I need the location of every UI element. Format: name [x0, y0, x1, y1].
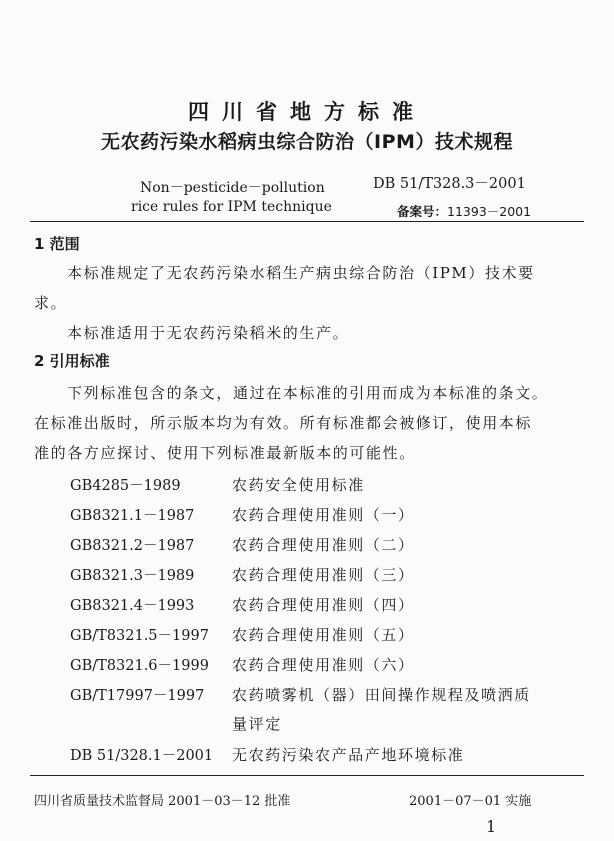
scope-paragraph-1-line-1: 本标准规定了无农药污染水稻生产病虫综合防治（IPM）技术要 — [67, 264, 535, 282]
record-number: 11393－2001 — [447, 204, 532, 219]
reference-name: 农药合理使用准则（四） — [232, 596, 415, 614]
section-heading-scope: 1 范围 — [34, 235, 80, 253]
reference-name: 无农药污染农产品产地环境标准 — [232, 746, 465, 764]
reference-code: GB/T8321.5－1997 — [70, 628, 209, 644]
record-label: 备案号： — [397, 204, 448, 219]
references-paragraph-line-3: 准的各方应探讨、使用下列标准最新版本的可能性。 — [34, 444, 416, 462]
reference-code: GB4285－1989 — [70, 478, 181, 494]
scope-paragraph-1-line-2: 求。 — [34, 294, 68, 312]
reference-code: DB 51/328.1－2001 — [70, 748, 214, 764]
reference-name: 农药喷雾机（器）田间操作规程及喷洒质 — [232, 686, 531, 704]
reference-name: 农药安全使用标准 — [232, 476, 365, 494]
standard-number: DB 51/T328.3－2001 — [373, 176, 526, 192]
reference-code: GB8321.3－1989 — [70, 568, 195, 584]
footer-divider — [30, 775, 584, 776]
approval-line: 四川省质量技术监督局 2001－03－12 批准 — [34, 794, 291, 809]
scope-paragraph-2: 本标准适用于无农药污染稻米的生产。 — [67, 324, 350, 342]
reference-name: 农药合理使用准则（二） — [232, 536, 415, 554]
reference-name-continuation: 量评定 — [232, 715, 282, 733]
reference-code: GB/T8321.6－1999 — [70, 658, 209, 674]
section-heading-references: 2 引用标准 — [34, 352, 110, 370]
reference-code: GB8321.1－1987 — [70, 508, 195, 524]
english-title-line-1: Non－pesticide－pollution — [140, 180, 325, 196]
reference-name: 农药合理使用准则（一） — [232, 506, 415, 524]
header-divider — [30, 221, 584, 222]
document-title: 无农药污染水稻病虫综合防治（IPM）技术规程 — [101, 131, 513, 153]
reference-name: 农药合理使用准则（六） — [232, 656, 415, 674]
reference-code: GB8321.4－1993 — [70, 598, 195, 614]
reference-code: GB8321.2－1987 — [70, 538, 195, 554]
reference-code: GB/T17997－1997 — [70, 688, 205, 704]
references-paragraph-line-1: 下列标准包含的条文，通过在本标准的引用而成为本标准的条文。 — [67, 384, 549, 402]
english-title-line-2: rice rules for IPM technique — [131, 199, 332, 215]
standard-type-heading: 四川省地方标准 — [188, 100, 426, 124]
implementation-date: 2001－07－01 实施 — [409, 794, 532, 809]
record-number-line — [397, 202, 531, 220]
page-number: 1 — [486, 817, 497, 836]
reference-name: 农药合理使用准则（三） — [232, 566, 415, 584]
references-paragraph-line-2: 在标准出版时，所示版本均为有效。所有标准都会被修订，使用本标 — [34, 414, 533, 432]
reference-name: 农药合理使用准则（五） — [232, 626, 415, 644]
